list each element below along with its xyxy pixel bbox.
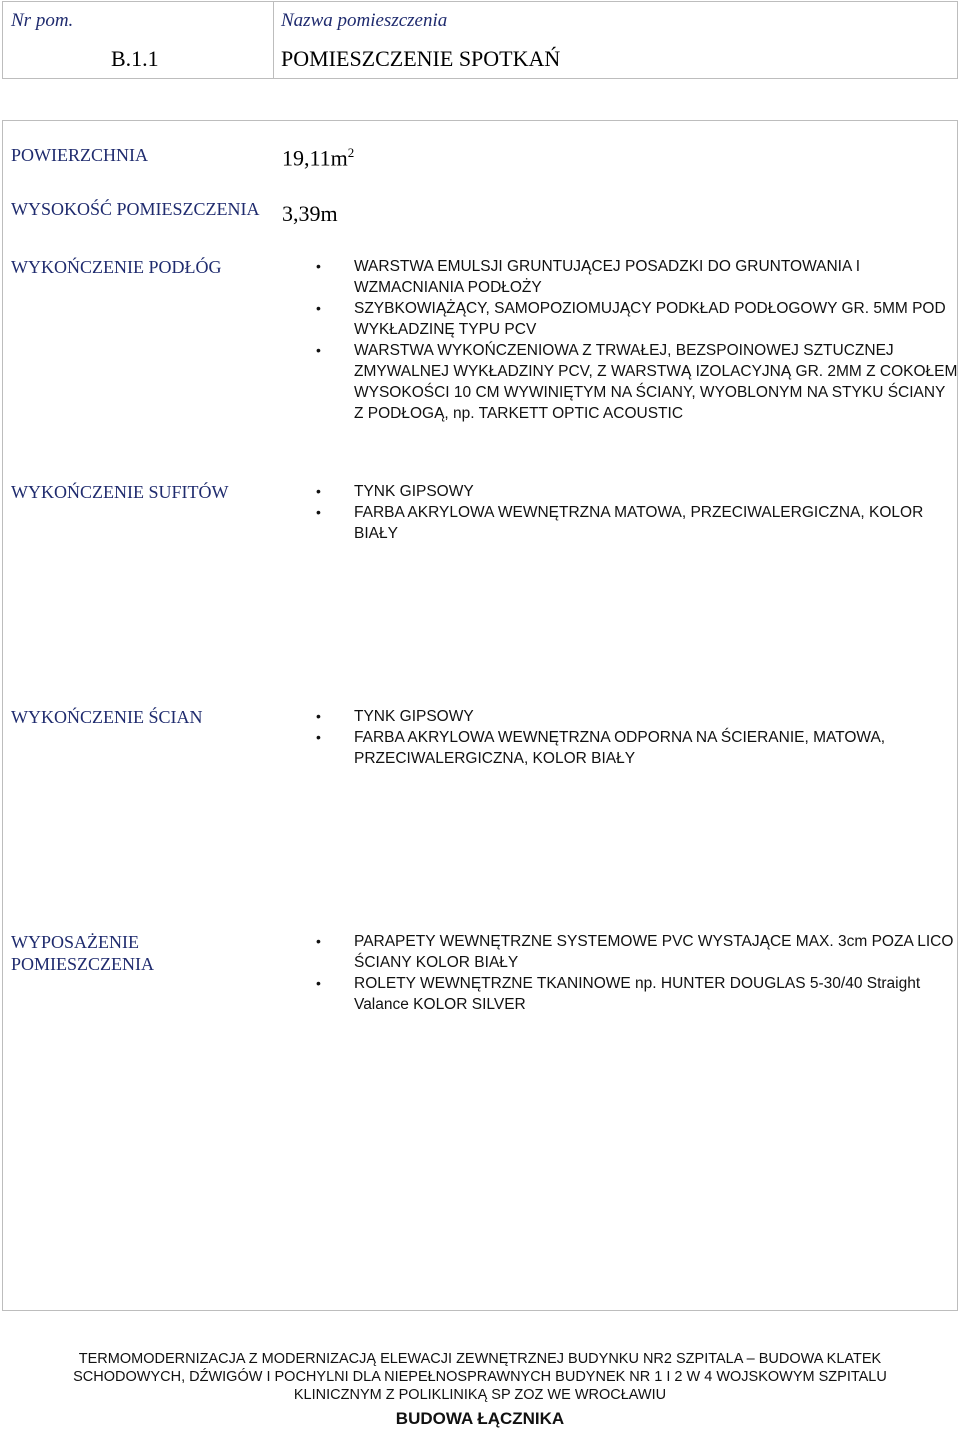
list-item (308, 481, 958, 502)
list-item (308, 973, 958, 1015)
list-item (308, 340, 958, 424)
ceiling-finish-label: WYKOŃCZENIE SUFITÓW (11, 482, 229, 502)
footer-line-1: TERMOMODERNIZACJA Z MODERNIZACJĄ ELEWACJI ZEWNĘTRZNEJ BUDYNKU NR2 SZPITALA – BUDOWA KLATEK (78, 1351, 882, 1367)
bullet-icon: • (316, 342, 321, 358)
list-item (308, 931, 958, 973)
area-value (282, 145, 354, 171)
list-item (308, 727, 958, 769)
equipment-label-line1: WYPOSAŻENIE (11, 932, 139, 952)
room-number-label: Nr pom. (11, 10, 74, 31)
list-item-text: TYNK GIPSOWY (354, 708, 474, 725)
list-item-text: TYNK GIPSOWY (354, 483, 474, 500)
list-item (308, 256, 958, 298)
ceiling-finish-list (308, 481, 958, 544)
list-item-text: FARBA AKRYLOWA WEWNĘTRZNA MATOWA, PRZECIWALERGICZNA, KOLOR BIAŁY (354, 504, 924, 542)
wall-finish-list (308, 706, 958, 769)
bullet-icon: • (316, 975, 321, 991)
height-value: 3,39m (282, 201, 338, 226)
floor-finish-label: WYKOŃCZENIE PODŁÓG (11, 257, 222, 277)
footer-line-2: SCHODOWYCH, DŹWIGÓW I POCHYLNI DLA NIEPEŁNOSPRAWNYCH BUDYNEK NR 1 I 2 W 4 WOJSKOWYM SZPITALU (73, 1369, 887, 1385)
list-item-text: FARBA AKRYLOWA WEWNĘTRZNA ODPORNA NA ŚCIERANIE, MATOWA, PRZECIWALERGICZNA, KOLOR BIAŁY (354, 729, 886, 767)
bullet-icon: • (316, 933, 321, 949)
bullet-icon: • (316, 483, 321, 499)
floor-finish-list (308, 256, 958, 424)
list-item-text: PARAPETY WEWNĘTRZNE SYSTEMOWE PVC WYSTAJĄCE MAX. 3cm POZA LICO ŚCIANY KOLOR BIAŁY (354, 933, 954, 971)
list-item (308, 706, 958, 727)
list-item (308, 502, 958, 544)
room-number: B.1.1 (111, 46, 159, 71)
header-divider (273, 2, 274, 78)
room-name-label: Nazwa pomieszczenia (281, 10, 448, 31)
bullet-icon: • (316, 258, 321, 274)
wall-finish-label: WYKOŃCZENIE ŚCIAN (11, 707, 203, 727)
bullet-icon: • (316, 504, 321, 520)
height-label: WYSOKOŚĆ POMIESZCZENIA (11, 199, 260, 219)
room-name: POMIESZCZENIE SPOTKAŃ (281, 46, 561, 71)
bullet-icon: • (316, 708, 321, 724)
bullet-icon: • (316, 300, 321, 316)
footer-line-3: KLINICZNYM Z POLIKLINIKĄ SP ZOZ WE WROCŁAWIU (293, 1387, 667, 1403)
equipment-label-line2: POMIESZCZENIA (11, 954, 154, 974)
list-item (308, 298, 958, 340)
equipment-list (308, 931, 958, 1015)
bullet-icon: • (316, 729, 321, 745)
area-label: POWIERZCHNIA (11, 145, 148, 165)
area-exponent: 2 (347, 145, 355, 160)
list-item-text: WARSTWA EMULSJI GRUNTUJĄCEJ POSADZKI DO GRUNTOWANIA I WZMACNIANIA PODŁOŻY (354, 258, 861, 296)
document-footer (0, 1350, 960, 1428)
footer-title: BUDOWA ŁĄCZNIKA (395, 1409, 565, 1428)
room-specification (2, 120, 958, 1311)
list-item-text: ROLETY WEWNĘTRZNE TKANINOWE np. HUNTER DOUGLAS 5-30/40 Straight Valance KOLOR SILVER (354, 975, 921, 1013)
room-header (2, 1, 958, 79)
area-number: 19,11m (282, 145, 348, 171)
list-item-text: SZYBKOWIĄŻĄCY, SAMOPOZIOMUJĄCY PODKŁAD PODŁOGOWY GR. 5MM POD WYKŁADZINĘ TYPU PCV (354, 300, 946, 338)
list-item-text: WARSTWA WYKOŃCZENIOWA Z TRWAŁEJ, BEZSPOINOWEJ SZTUCZNEJ ZMYWALNEJ WYKŁADZINY PCV, Z WARSTWĄ IZOLACYJNĄ GR. 2MM Z COKOŁEM WYSOKOŚCI 10 CM WYWINIĘTYM NA ŚCIANY, WYOBLONYM NA STYKU ŚCIANY Z PODŁOGĄ, np. TARKETT OPTIC ACOUSTIC (354, 342, 958, 422)
equipment-label (11, 931, 154, 975)
